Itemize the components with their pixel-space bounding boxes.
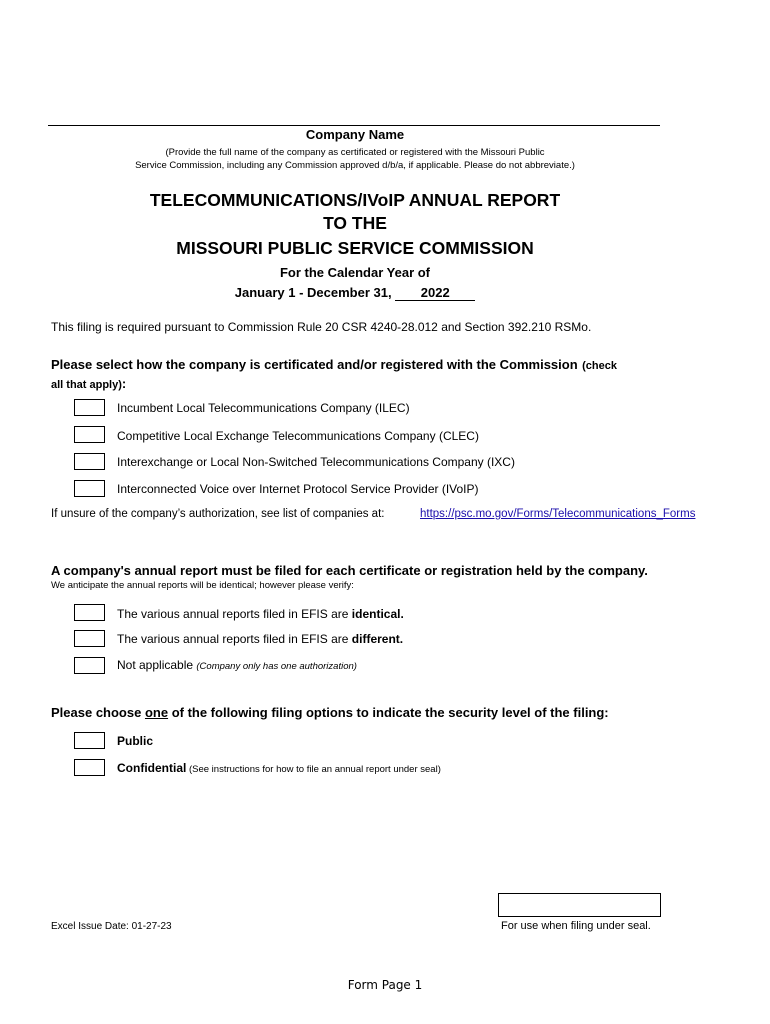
not-applicable-checkbox[interactable] bbox=[74, 657, 105, 674]
report-year-field[interactable]: 2022 bbox=[395, 285, 475, 301]
certification-heading-note-line-2: all that apply): bbox=[51, 376, 127, 391]
report-title-line-2: TO THE bbox=[323, 213, 387, 233]
company-name-label: Company Name bbox=[305, 127, 405, 142]
ivoip-checkbox[interactable] bbox=[74, 480, 105, 497]
security-heading: Please choose one of the following filing options to indicate the security level of the filing: bbox=[51, 705, 609, 720]
ilec-label: Incumbent Local Telecommunications Company (ILEC) bbox=[117, 401, 410, 415]
certification-heading bbox=[51, 356, 691, 374]
unsure-text: If unsure of the company’s authorization, see list of companies at: bbox=[51, 508, 385, 520]
company-hint-line-1: (Provide the full name of the company as certificated or registered with the Missouri Public bbox=[165, 147, 545, 158]
clec-label: Competitive Local Exchange Telecommunications Company (CLEC) bbox=[117, 429, 479, 443]
identical-checkbox[interactable] bbox=[74, 604, 105, 621]
seal-indicator-field[interactable] bbox=[498, 893, 661, 917]
confidential-checkbox[interactable] bbox=[74, 759, 105, 776]
excel-issue-date: Excel Issue Date: 01-27-23 bbox=[51, 921, 172, 932]
certification-heading-note: (check bbox=[582, 360, 617, 372]
period-label: January 1 - December 31, bbox=[234, 285, 392, 300]
companies-list-link[interactable]: https://psc.mo.gov/Forms/Telecommunications_Forms bbox=[420, 508, 696, 520]
public-checkbox[interactable] bbox=[74, 732, 105, 749]
identical-label: The various annual reports filed in EFIS are identical. bbox=[117, 607, 404, 621]
reporting-period bbox=[0, 285, 710, 301]
company-name-line bbox=[48, 125, 660, 126]
annual-report-note: We anticipate the annual reports will be identical; however please verify: bbox=[51, 580, 354, 591]
clec-checkbox[interactable] bbox=[74, 426, 105, 443]
calendar-year-label: For the Calendar Year of bbox=[279, 265, 431, 280]
ivoip-label: Interconnected Voice over Internet Protocol Service Provider (IVoIP) bbox=[117, 482, 479, 496]
company-hint-line-2: Service Commission, including any Commission approved d/b/a, if applicable. Please do not abbreviate.) bbox=[135, 160, 575, 171]
different-label: The various annual reports filed in EFIS are different. bbox=[117, 632, 404, 646]
company-name-hint bbox=[60, 146, 650, 172]
filing-statement: This filing is required pursuant to Commission Rule 20 CSR 4240-28.012 and Section 392.210 RSMo. bbox=[51, 320, 592, 334]
report-title-line-3: MISSOURI PUBLIC SERVICE COMMISSION bbox=[176, 238, 534, 258]
not-applicable-label: Not applicable (Company only has one authorization) bbox=[117, 658, 357, 672]
ixc-label: Interexchange or Local Non-Switched Telecommunications Company (IXC) bbox=[117, 455, 515, 469]
seal-caption: For use when filing under seal. bbox=[501, 920, 651, 932]
page-number: Form Page 1 bbox=[347, 978, 423, 992]
confidential-label: Confidential (See instructions for how to file an annual report under seal) bbox=[117, 761, 441, 775]
public-label: Public bbox=[117, 734, 154, 748]
report-title-line-1: TELECOMMUNICATIONS/IVoIP ANNUAL REPORT bbox=[149, 190, 561, 210]
annual-report-heading: A company's annual report must be filed for each certificate or registration held by the company. bbox=[51, 563, 648, 578]
ixc-checkbox[interactable] bbox=[74, 453, 105, 470]
certification-heading-text: Please select how the company is certificated and/or registered with the Commission bbox=[51, 357, 578, 372]
different-checkbox[interactable] bbox=[74, 630, 105, 647]
ilec-checkbox[interactable] bbox=[74, 399, 105, 416]
